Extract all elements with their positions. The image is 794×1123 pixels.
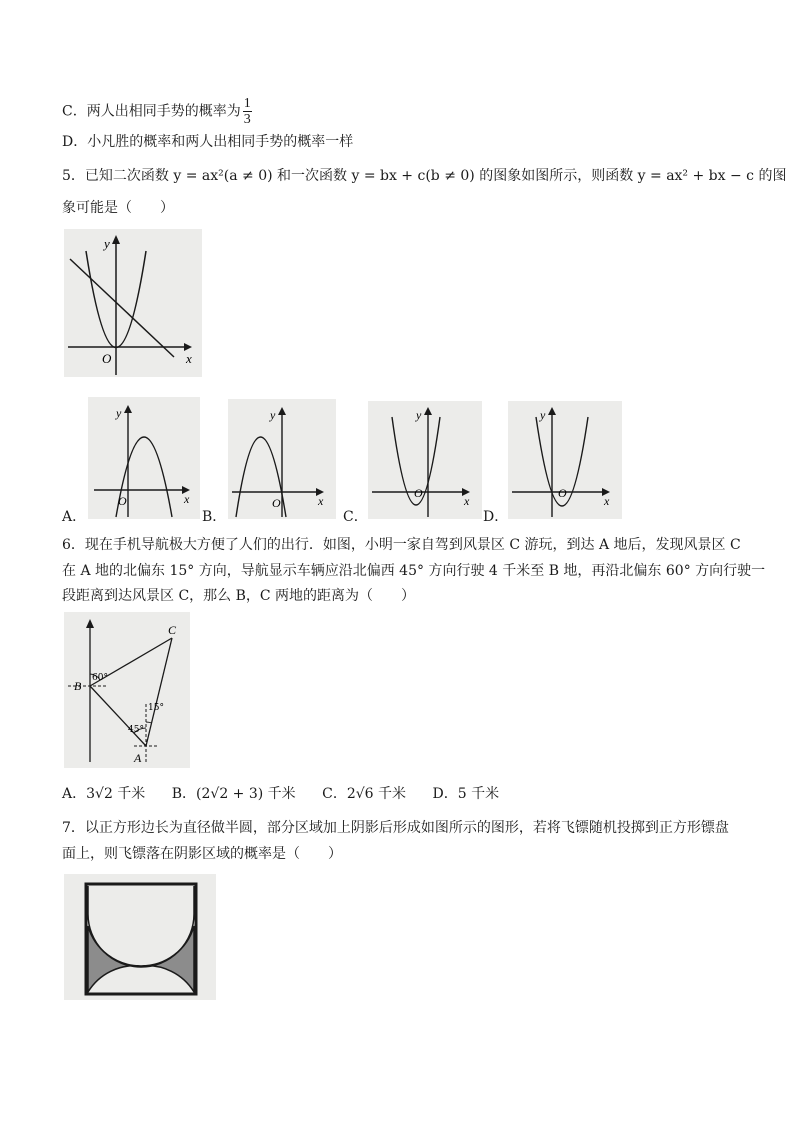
- angle-15-label: 15°: [148, 703, 164, 713]
- point-c-label: C: [168, 623, 177, 637]
- q6-option-b[interactable]: B．(2√2 + 3) 千米: [171, 786, 296, 802]
- axis-x-label: x: [318, 494, 324, 508]
- fraction-one-third: $\frac{1}{3}$: [243, 96, 251, 127]
- axis-x-label: x: [604, 494, 610, 508]
- origin-label: O: [414, 486, 423, 500]
- origin-label: O: [272, 496, 281, 510]
- q6-answer-options: [62, 783, 521, 803]
- q6-option-c[interactable]: C．2√6 千米: [322, 786, 407, 802]
- option-c-text: C．两人出相同手势的概率为: [62, 103, 241, 120]
- origin-label: O: [102, 351, 112, 366]
- q5-given-graph: [64, 229, 202, 377]
- origin-label: O: [118, 494, 127, 508]
- q6-stem-line3: 段距离到达风景区 C，那么 B，C 两地的距离为（ ）: [62, 588, 416, 604]
- option-c-line: [62, 96, 252, 127]
- axis-y-label: y: [540, 408, 546, 422]
- q6-stem-line2: 在 A 地的北偏东 15° 方向，导航显示车辆应沿北偏西 45° 方向行驶 4 千米至 B 地，再沿北偏东 60° 方向行驶一: [62, 563, 766, 579]
- q5-option-d-label[interactable]: D．: [483, 509, 509, 525]
- axis-y-label: y: [270, 408, 276, 422]
- q5-option-b-graph: [228, 399, 336, 519]
- q5-option-c-graph: [368, 401, 482, 519]
- q5-stem-line1: 5．已知二次函数 y = ax²(a ≠ 0) 和一次函数 y = bx + c(b ≠ 0) 的图象如图所示，则函数 y = ax² + bx − c 的图: [62, 168, 787, 184]
- q7-stem-line2: 面上，则飞镖落在阴影区域的概率是（ ）: [62, 846, 342, 862]
- q5-stem-line2: 象可能是（ ）: [62, 200, 174, 216]
- q5-option-a-label[interactable]: A．: [62, 509, 87, 525]
- angle-45-label: 45°: [128, 725, 144, 735]
- q5-option-c-label[interactable]: C．: [343, 509, 368, 525]
- axis-x-label: x: [186, 351, 192, 366]
- origin-label: O: [558, 486, 567, 500]
- axis-y-label: y: [104, 236, 110, 251]
- q6-option-a[interactable]: A．3√2 千米: [62, 786, 146, 802]
- q5-option-b-label[interactable]: B．: [202, 509, 227, 525]
- point-a-label: A: [134, 751, 142, 765]
- axis-y-label: y: [416, 408, 422, 422]
- q5-option-a-graph: [88, 397, 200, 519]
- axis-x-label: x: [184, 492, 190, 506]
- axis-x-label: x: [464, 494, 470, 508]
- q7-square-figure: [64, 874, 216, 1000]
- q6-stem-line1: 6．现在手机导航极大方便了人们的出行．如图，小明一家自驾到风景区 C 游玩，到达 A 地后，发现风景区 C: [62, 537, 741, 553]
- q6-option-d[interactable]: D．5 千米: [432, 786, 500, 802]
- point-b-label: B: [74, 679, 82, 693]
- option-d-line: D．小凡胜的概率和两人出相同手势的概率一样: [62, 134, 354, 150]
- axis-y-label: y: [116, 406, 122, 420]
- q7-stem-line1: 7．以正方形边长为直径做半圆，部分区域加上阴影后形成如图所示的图形，若将飞镖随机投掷到正方形镖盘: [62, 820, 729, 836]
- q6-direction-diagram: [64, 612, 190, 768]
- q5-option-d-graph: [508, 401, 622, 519]
- angle-60-label: 60°: [92, 673, 108, 683]
